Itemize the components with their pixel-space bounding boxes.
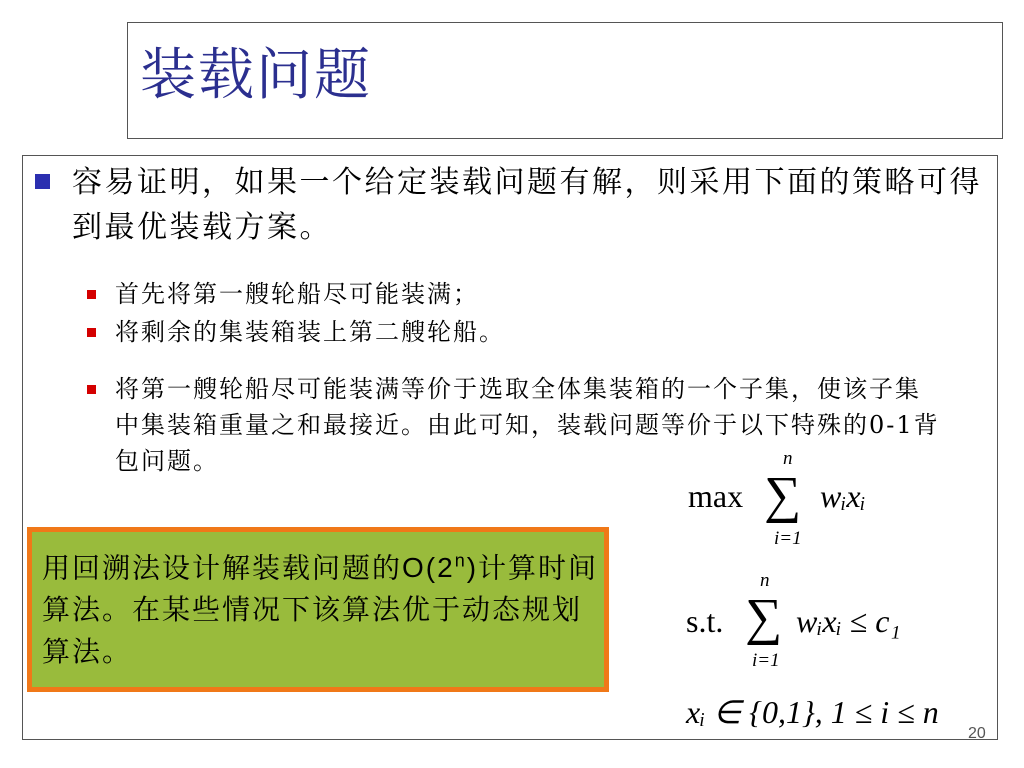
sub-bullet-text: 将剩余的集装箱装上第二艘轮船。 [115,318,505,346]
title-box [127,22,1003,139]
slide-title: 装载问题 [140,43,372,108]
sub-bullet-icon [87,328,96,337]
callout-text-after: 计算时间算法。在某些情况下该算法优于动态规划算法。 [42,551,599,669]
complexity-close: ) [466,552,479,584]
callout-box [27,527,609,692]
st-label: s.t. [686,603,724,639]
constraint-expression: wᵢxᵢ ≤ c₁ [796,603,901,639]
complexity-base: O(2 [402,552,455,584]
page-number: 20 [968,725,986,742]
complexity-exponent: n [454,551,467,571]
constraint-term [796,603,901,640]
callout-text-before: 用回溯法设计解装载问题的 [42,551,403,585]
domain-term [686,693,939,731]
sub-bullet-text: 将第一艘轮船尽可能装满等价于选取全体集装箱的一个子集，使该子集中集装箱重量之和最接近。由此可知，装载问题等价于以下特殊的0-1背包问题。 [115,375,940,475]
objective-expression: wᵢxᵢ [820,478,866,514]
callout-text [42,540,602,673]
main-bullet-icon [35,174,50,189]
max-label: max [688,478,744,514]
main-bullet-text: 容易证明，如果一个给定装载问题有解，则采用下面的策略可得到最优装载方案。 [72,165,982,245]
sub-bullet-icon [87,385,96,394]
sum-upper-limit: n [760,570,770,591]
sum-lower-limit: i=1 [752,650,780,671]
sigma-symbol: ∑ [745,589,783,646]
objective-term [820,478,866,515]
sum-lower-limit: i=1 [774,528,802,549]
sigma-symbol: ∑ [764,467,802,524]
sub-bullet-text: 首先将第一艘轮船尽可能装满； [115,280,479,308]
sub-bullet-icon [87,290,96,299]
sum-upper-limit: n [783,448,793,469]
domain-expression: xᵢ ∈ {0,1}, 1 ≤ i ≤ n [686,694,939,730]
callout-complexity [402,552,478,583]
